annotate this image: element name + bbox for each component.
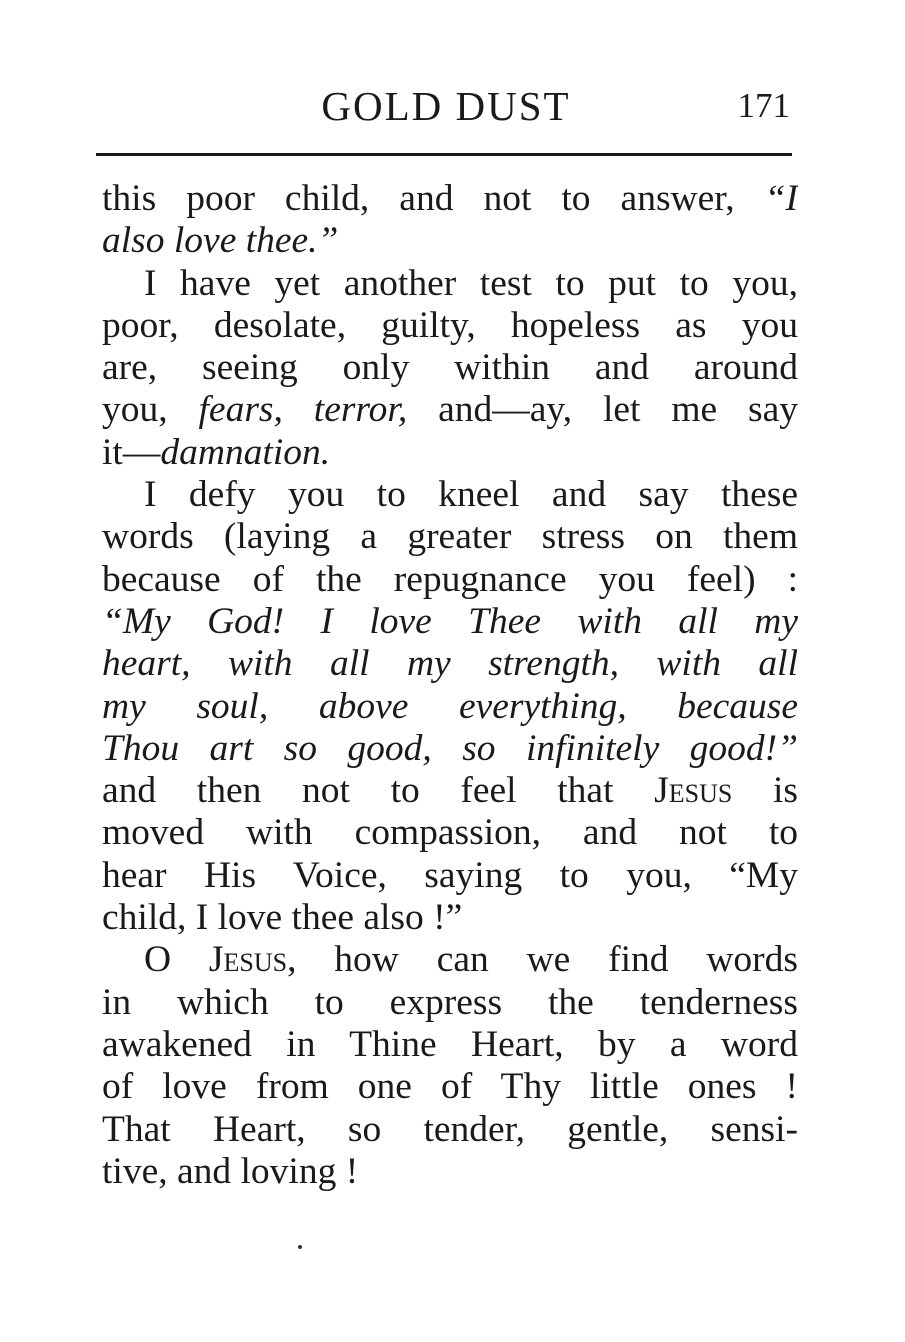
- text-line: That Heart, so tender, gentle, sensi-: [102, 1108, 798, 1150]
- text-run-italic: “I: [764, 178, 798, 219]
- text-run: how can we find words: [334, 939, 798, 981]
- text-run-small-caps: Jesus: [654, 770, 733, 812]
- running-head: GOLD DUST: [321, 83, 571, 129]
- text-line: [102, 939, 798, 981]
- text-line: I have yet another test to put to you,: [144, 262, 798, 304]
- text-line: child, I love thee also !”: [102, 897, 463, 939]
- text-line: [102, 770, 798, 812]
- text-line: hear His Voice, saying to you, “My: [102, 854, 798, 896]
- text-line: Thou art so good, so infinitely good!”: [102, 727, 798, 769]
- text-line: are, seeing only within and around: [102, 347, 798, 389]
- page-header: [96, 80, 796, 132]
- text-run: this poor child, and not to answer,: [102, 178, 735, 219]
- text-line: [102, 178, 798, 220]
- text-line: awakened in Thine Heart, by a word: [102, 1023, 798, 1065]
- text-line: words (laying a greater stress on them: [102, 516, 798, 558]
- text-run: O: [144, 939, 172, 981]
- text-run: is: [772, 770, 798, 812]
- text-line: of love from one of Thy little ones !: [102, 1066, 798, 1108]
- text-run: it—: [102, 431, 161, 473]
- text-line: poor, desolate, guilty, hopeless as you: [102, 304, 798, 346]
- text-line: [102, 432, 798, 474]
- text-run: you,: [102, 389, 168, 431]
- ink-speck: [298, 1245, 302, 1249]
- text-line: because of the repugnance you feel) :: [102, 558, 798, 600]
- text-line: moved with compassion, and not to: [102, 812, 798, 854]
- page-number: 171: [737, 86, 790, 125]
- text-run-italic: damnation.: [160, 431, 331, 473]
- header-rule: [96, 153, 792, 156]
- text-line: tive, and loving !: [102, 1150, 359, 1192]
- text-line: heart, with all my strength, with all: [102, 643, 798, 685]
- text-line: [102, 389, 798, 431]
- body-text: [102, 178, 798, 1193]
- text-line: I defy you to kneel and say these: [144, 474, 798, 516]
- text-run: and then not to feel that: [102, 770, 614, 812]
- text-line: my soul, above everything, because: [102, 685, 798, 727]
- text-run-small-caps: Jesus,: [208, 939, 297, 981]
- text-run: and—ay, let me say: [438, 389, 798, 431]
- text-line: “My God! I love Thee with all my: [102, 600, 798, 642]
- text-line: also love thee.”: [102, 220, 339, 262]
- text-run-italic: fears, terror,: [198, 389, 408, 431]
- text-line: in which to express the tenderness: [102, 981, 798, 1023]
